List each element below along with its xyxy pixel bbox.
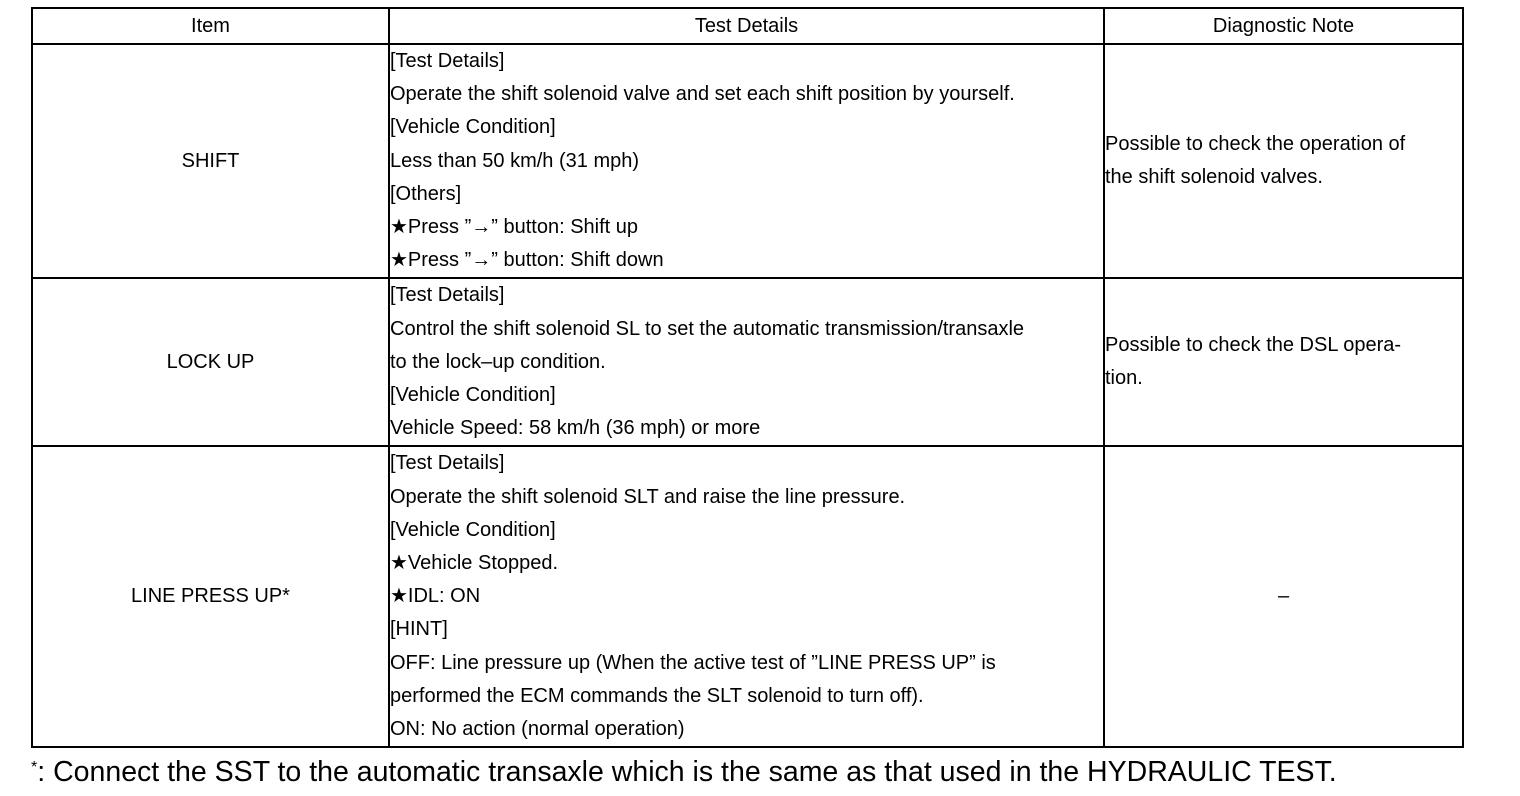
note-line: – xyxy=(1277,585,1290,608)
details-line: Operate the shift solenoid valve and set each shift position by yourself. xyxy=(390,83,1015,106)
note-cell xyxy=(1104,44,1463,278)
table-row-shift xyxy=(32,44,1463,278)
table-row-lock-up xyxy=(32,278,1463,446)
note-line: the shift solenoid valves. xyxy=(1105,166,1323,189)
details-cell xyxy=(389,446,1104,747)
header-diagnostic-note: Diagnostic Note xyxy=(1104,8,1463,44)
details-line: OFF: Line pressure up (When the active test of ”LINE PRESS UP” is xyxy=(390,651,996,674)
details-line: [HINT] xyxy=(390,618,448,641)
note-line: Possible to check the operation of xyxy=(1105,133,1406,156)
details-line: ★Press ”→” button: Shift down xyxy=(390,249,664,272)
details-line: [Test Details] xyxy=(390,50,505,72)
details-line: ★IDL: ON xyxy=(390,585,481,608)
footnote xyxy=(31,752,1337,792)
item-cell: SHIFT xyxy=(32,44,389,278)
note-cell xyxy=(1104,278,1463,446)
footnote-text: : Connect the SST to the automatic transaxle which is the same as that used in the HYDRAULIC TEST. xyxy=(37,756,1337,788)
details-line: ON: No action (normal operation) xyxy=(390,718,685,741)
details-cell xyxy=(389,44,1104,278)
header-item: Item xyxy=(32,8,389,44)
active-test-table xyxy=(31,7,1464,748)
note-line: tion. xyxy=(1105,367,1143,390)
details-line: Less than 50 km/h (31 mph) xyxy=(390,149,640,172)
details-line: Vehicle Speed: 58 km/h (36 mph) or more xyxy=(390,417,761,440)
details-line: [Vehicle Condition] xyxy=(390,116,556,139)
details-line: [Vehicle Condition] xyxy=(390,384,556,407)
details-line: [Others] xyxy=(390,182,462,205)
details-line: ★Press ”→” button: Shift up xyxy=(390,216,639,239)
details-line: performed the ECM commands the SLT solenoid to turn off). xyxy=(390,684,924,707)
details-line: [Vehicle Condition] xyxy=(390,518,556,541)
header-row xyxy=(32,8,1463,44)
header-test-details: Test Details xyxy=(389,8,1104,44)
details-line: Control the shift solenoid SL to set the automatic transmission/transaxle xyxy=(390,317,1025,340)
item-cell: LINE PRESS UP* xyxy=(32,446,389,747)
details-line: Operate the shift solenoid SLT and raise the line pressure. xyxy=(390,485,906,508)
details-line: [Test Details] xyxy=(390,452,505,475)
note-line: Possible to check the DSL opera- xyxy=(1105,334,1402,357)
details-line: ★Vehicle Stopped. xyxy=(390,552,559,575)
details-line: to the lock–up condition. xyxy=(390,350,606,373)
details-cell xyxy=(389,278,1104,446)
details-line: [Test Details] xyxy=(390,284,505,307)
note-cell xyxy=(1104,446,1463,747)
footnote-marker: * xyxy=(31,759,38,776)
item-cell: LOCK UP xyxy=(32,278,389,446)
table-row-line-press-up xyxy=(32,446,1463,747)
